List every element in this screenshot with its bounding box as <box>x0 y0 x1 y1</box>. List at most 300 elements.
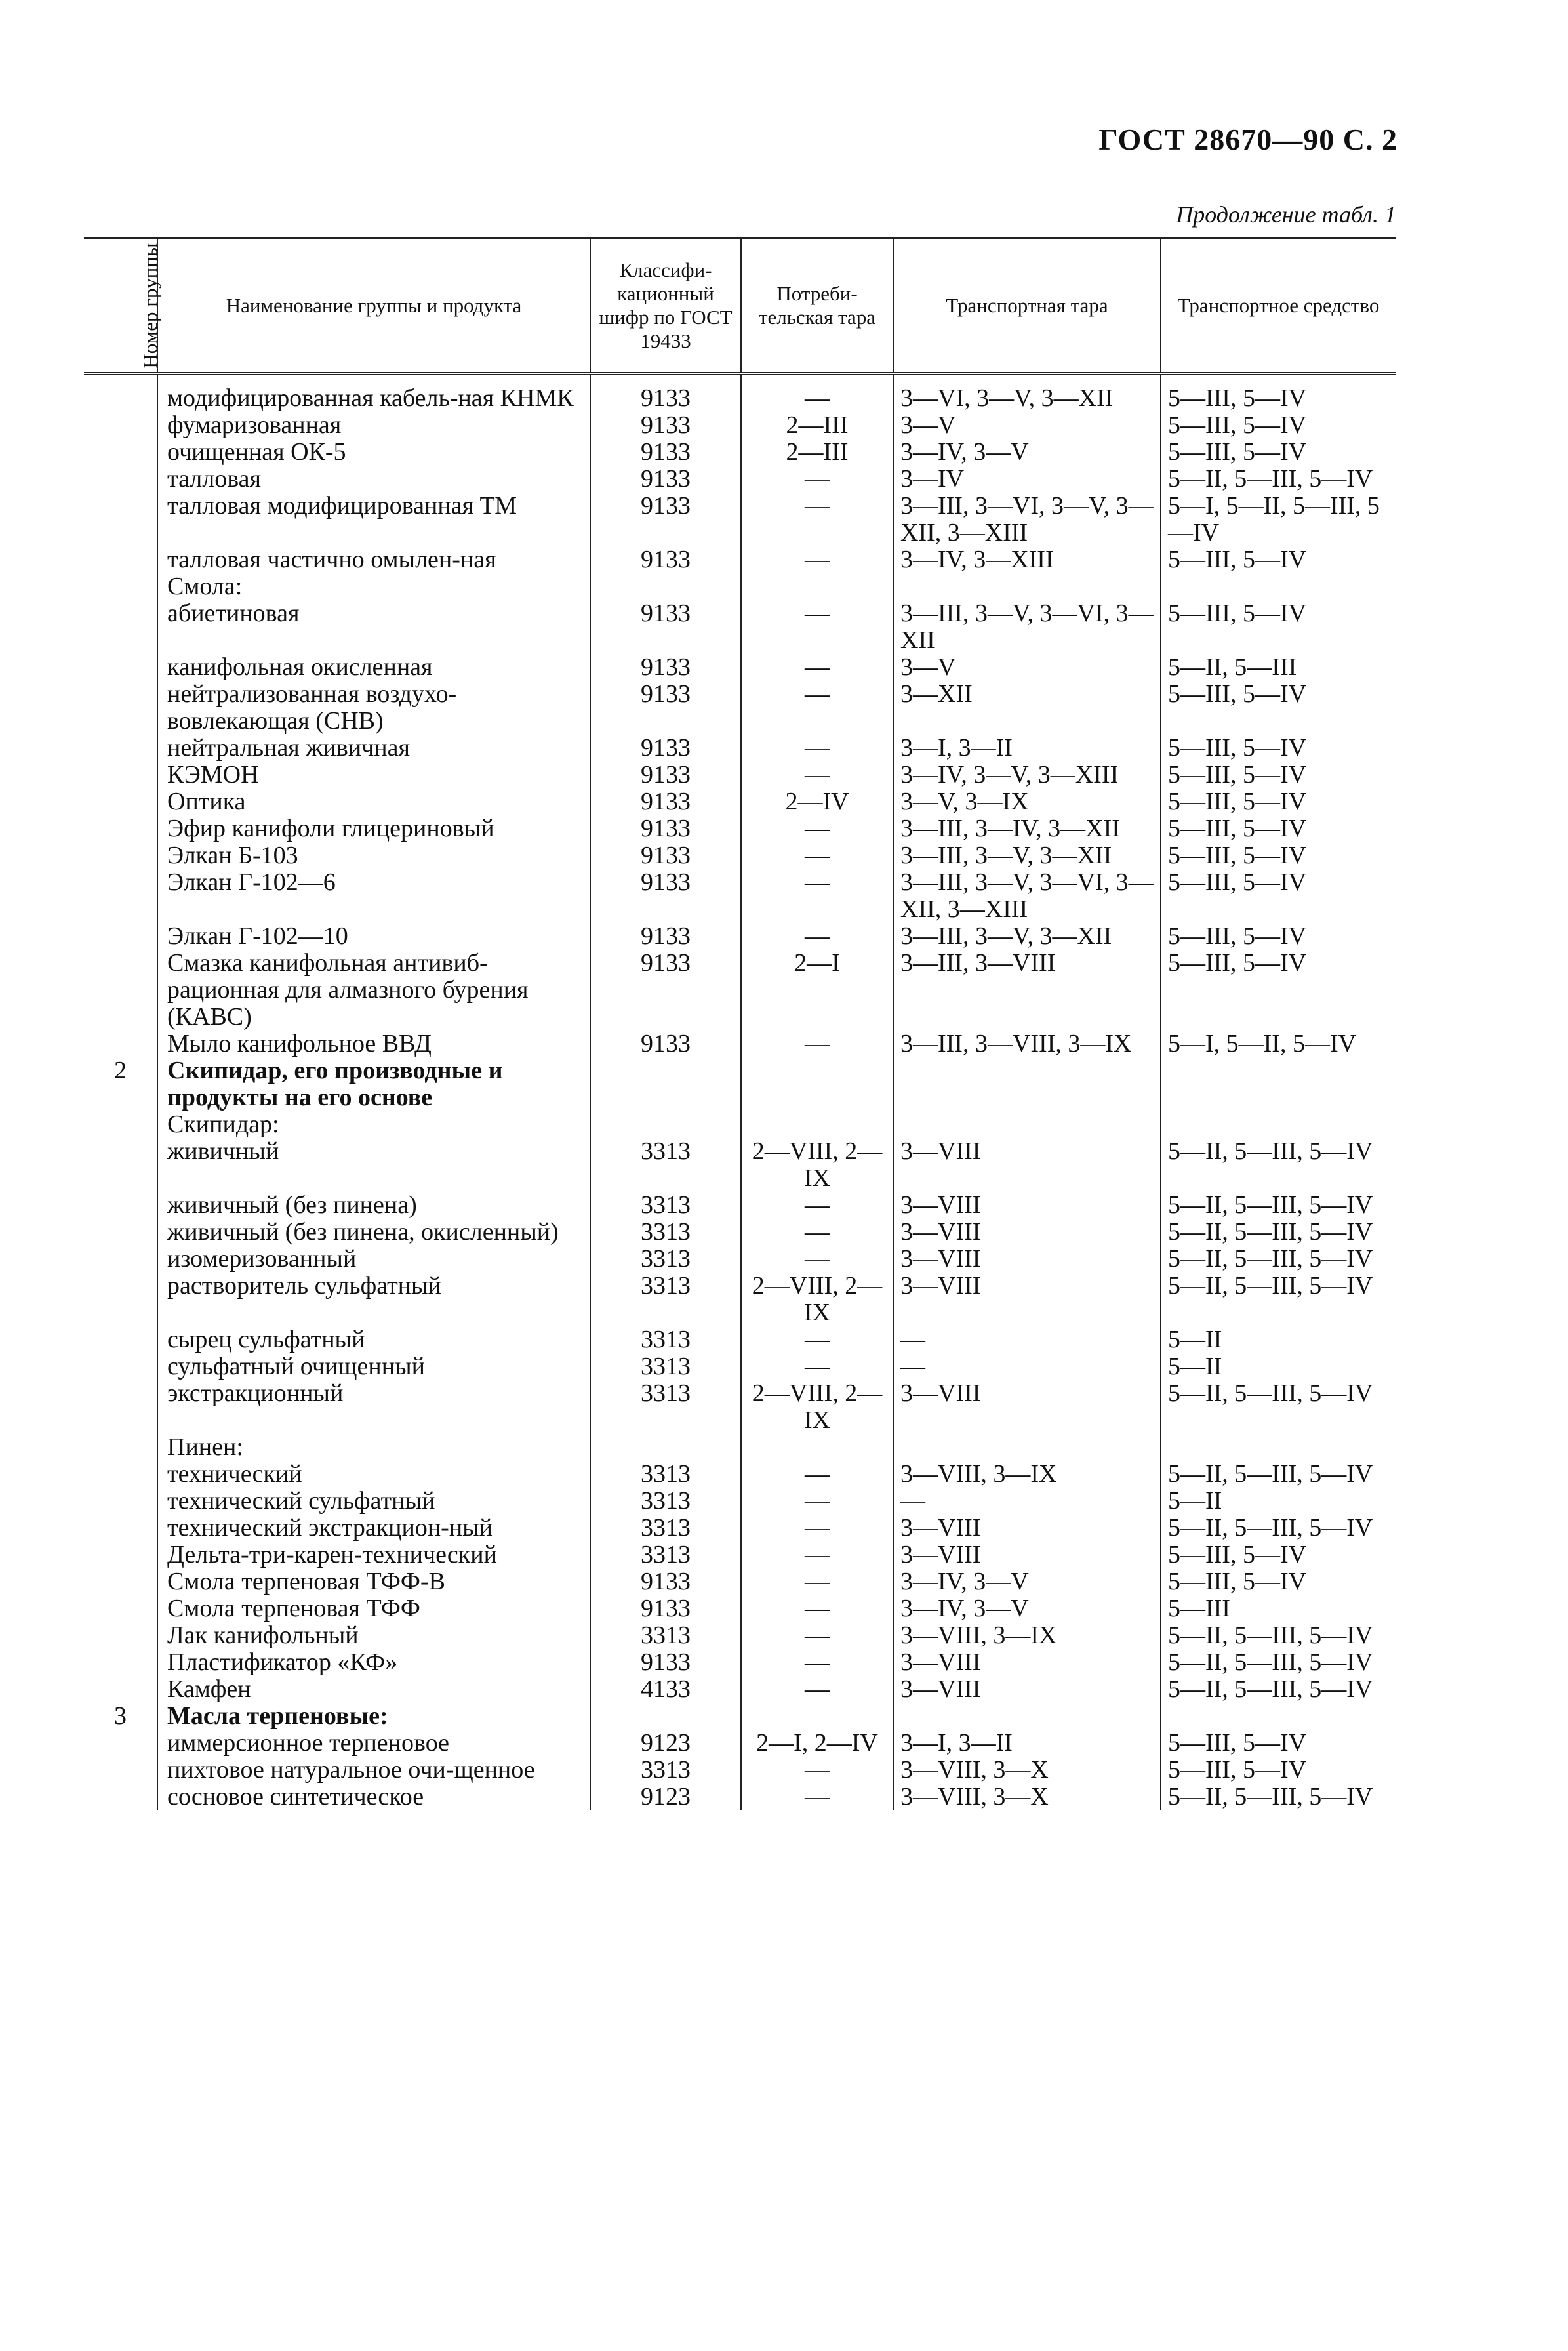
classification-code-cell: 9123 <box>590 1784 741 1810</box>
classification-code-cell <box>590 1111 741 1138</box>
classification-code-cell: 9133 <box>590 815 741 842</box>
consumer-packaging-cell: 2—IV <box>741 788 893 815</box>
classification-code-cell: 9133 <box>590 1595 741 1622</box>
classification-code-cell: 9133 <box>590 546 741 573</box>
table-row <box>84 1488 1396 1515</box>
table-row <box>84 681 1396 735</box>
transport-vehicle-cell: 5—II, 5—III, 5—IV <box>1161 1649 1396 1676</box>
classification-code-cell: 9133 <box>590 412 741 439</box>
group-number-cell <box>84 654 157 681</box>
table-row <box>84 1434 1396 1461</box>
classification-code-cell: 9133 <box>590 788 741 815</box>
table-row <box>84 373 1396 412</box>
consumer-packaging-cell: — <box>741 1757 893 1784</box>
transport-packaging-cell <box>893 1434 1161 1461</box>
classification-code-cell: 9133 <box>590 735 741 762</box>
product-name-cell: Оптика <box>157 788 590 815</box>
group-number-cell <box>84 1273 157 1326</box>
product-name-cell: сосновое синтетическое <box>157 1784 590 1810</box>
consumer-packaging-cell: — <box>741 1192 893 1219</box>
transport-packaging-cell <box>893 1111 1161 1138</box>
table-row <box>84 493 1396 546</box>
transport-packaging-cell: 3—VIII <box>893 1192 1161 1219</box>
consumer-packaging-cell: 2—VIII, 2—IX <box>741 1380 893 1434</box>
table-row <box>84 1353 1396 1380</box>
group-number-cell <box>84 788 157 815</box>
classification-code-cell: 3313 <box>590 1353 741 1380</box>
table-row <box>84 1595 1396 1622</box>
transport-packaging-cell: — <box>893 1353 1161 1380</box>
transport-packaging-cell: 3—VIII <box>893 1219 1161 1246</box>
table-row <box>84 439 1396 466</box>
consumer-packaging-cell: — <box>741 493 893 546</box>
product-name-cell: талловая модифицированная ТМ <box>157 493 590 546</box>
product-name-cell: Смола терпеновая ТФФ <box>157 1595 590 1622</box>
product-name-cell: Элкан Г-102—10 <box>157 923 590 950</box>
consumer-packaging-cell: — <box>741 923 893 950</box>
group-number-cell <box>84 1622 157 1649</box>
transport-table <box>84 237 1396 1810</box>
classification-code-cell: 3313 <box>590 1622 741 1649</box>
product-name-cell: абиетиновая <box>157 600 590 654</box>
transport-vehicle-cell: 5—III, 5—IV <box>1161 1568 1396 1595</box>
group-number-cell <box>84 1730 157 1757</box>
transport-packaging-cell: 3—VIII <box>893 1515 1161 1542</box>
consumer-packaging-cell: — <box>741 1515 893 1542</box>
transport-packaging-cell: 3—IV, 3—V, 3—XIII <box>893 762 1161 788</box>
group-number-cell <box>84 546 157 573</box>
transport-vehicle-cell: 5—III, 5—IV <box>1161 842 1396 869</box>
classification-code-cell: 9133 <box>590 373 741 412</box>
table-row <box>84 1568 1396 1595</box>
transport-vehicle-cell: 5—II, 5—III, 5—IV <box>1161 1380 1396 1434</box>
group-number-cell <box>84 1784 157 1810</box>
transport-packaging-cell: 3—III, 3—V, 3—XII <box>893 923 1161 950</box>
consumer-packaging-cell: — <box>741 842 893 869</box>
classification-code-cell: 3313 <box>590 1380 741 1434</box>
table-row <box>84 1192 1396 1219</box>
transport-vehicle-cell: 5—III, 5—IV <box>1161 412 1396 439</box>
table-row <box>84 1703 1396 1730</box>
table-row <box>84 735 1396 762</box>
transport-packaging-cell: 3—III, 3—IV, 3—XII <box>893 815 1161 842</box>
classification-code-cell: 3313 <box>590 1219 741 1246</box>
group-number-cell: 3 <box>114 1702 127 1730</box>
transport-packaging-cell: 3—III, 3—V, 3—VI, 3—XII, 3—XIII <box>893 869 1161 923</box>
transport-vehicle-cell: 5—III, 5—IV <box>1161 869 1396 923</box>
classification-code-cell: 9133 <box>590 762 741 788</box>
group-number-cell <box>84 735 157 762</box>
classification-code-cell: 9133 <box>590 600 741 654</box>
transport-packaging-cell: 3—VIII <box>893 1676 1161 1703</box>
classification-code-cell: 9133 <box>590 1649 741 1676</box>
consumer-packaging-cell: — <box>741 1568 893 1595</box>
classification-code-cell: 9133 <box>590 466 741 493</box>
product-name-cell: Дельта-три-карен-технический <box>157 1542 590 1568</box>
transport-vehicle-cell <box>1161 1703 1396 1730</box>
group-number-cell <box>84 1031 157 1057</box>
transport-vehicle-cell: 5—III, 5—IV <box>1161 373 1396 412</box>
transport-vehicle-cell <box>1161 573 1396 600</box>
consumer-packaging-cell: — <box>741 466 893 493</box>
transport-packaging-cell: 3—IV <box>893 466 1161 493</box>
product-name-cell: Эфир канифоли глицериновый <box>157 815 590 842</box>
transport-vehicle-cell <box>1161 1111 1396 1138</box>
group-number-cell <box>84 815 157 842</box>
product-name-cell: живичный (без пинена, окисленный) <box>157 1219 590 1246</box>
group-number-cell <box>84 1326 157 1353</box>
transport-packaging-cell <box>893 1057 1161 1111</box>
group-number-cell <box>84 373 157 412</box>
product-name-cell: нейтральная живичная <box>157 735 590 762</box>
consumer-packaging-cell: — <box>741 1622 893 1649</box>
consumer-packaging-cell: — <box>741 1219 893 1246</box>
product-name-cell: Смазка канифольная антивиб-рационная для алмазного бурения (КАВС) <box>157 950 590 1031</box>
consumer-packaging-cell <box>741 1434 893 1461</box>
table-row <box>84 1461 1396 1488</box>
transport-packaging-cell: 3—VIII <box>893 1246 1161 1273</box>
consumer-packaging-cell: — <box>741 373 893 412</box>
transport-packaging-cell: 3—VIII, 3—IX <box>893 1461 1161 1488</box>
transport-vehicle-cell: 5—II, 5—III, 5—IV <box>1161 1192 1396 1219</box>
classification-code-cell: 3313 <box>590 1461 741 1488</box>
consumer-packaging-cell <box>741 1703 893 1730</box>
transport-packaging-cell: 3—V, 3—IX <box>893 788 1161 815</box>
group-number-cell <box>84 412 157 439</box>
product-name-cell: модифицированная кабель-ная КНМК <box>157 373 590 412</box>
group-number-cell <box>84 1568 157 1595</box>
transport-vehicle-cell: 5—II, 5—III, 5—IV <box>1161 1219 1396 1246</box>
group-number-cell <box>84 950 157 1031</box>
classification-code-cell: 9133 <box>590 842 741 869</box>
classification-code-cell: 9133 <box>590 439 741 466</box>
product-name-cell: талловая <box>157 466 590 493</box>
transport-packaging-cell: 3—I, 3—II <box>893 735 1161 762</box>
consumer-packaging-cell: — <box>741 1246 893 1273</box>
group-number-cell <box>84 1488 157 1515</box>
group-number-cell <box>84 1246 157 1273</box>
product-name-cell: Элкан Б-103 <box>157 842 590 869</box>
product-name-cell: Смола терпеновая ТФФ-В <box>157 1568 590 1595</box>
table-row <box>84 1676 1396 1703</box>
consumer-packaging-cell: 2—I, 2—IV <box>741 1730 893 1757</box>
group-number-cell <box>84 1111 157 1138</box>
consumer-packaging-cell: — <box>741 1326 893 1353</box>
transport-vehicle-cell: 5—II, 5—III, 5—IV <box>1161 1246 1396 1273</box>
product-name-cell: Мыло канифольное ВВД <box>157 1031 590 1057</box>
transport-packaging-cell: — <box>893 1488 1161 1515</box>
group-number-cell <box>84 1138 157 1192</box>
classification-code-cell <box>590 1057 741 1111</box>
classification-code-cell: 3313 <box>590 1138 741 1192</box>
product-name-cell: Камфен <box>157 1676 590 1703</box>
document-header: ГОСТ 28670—90 С. 2 <box>1098 123 1397 156</box>
product-name-cell: Скипидар: <box>157 1111 590 1138</box>
group-number-cell <box>84 1192 157 1219</box>
transport-packaging-cell: 3—VIII <box>893 1273 1161 1326</box>
table-row <box>84 1380 1396 1434</box>
transport-packaging-cell: 3—VIII <box>893 1649 1161 1676</box>
table-row <box>84 600 1396 654</box>
consumer-packaging-cell: — <box>741 546 893 573</box>
product-name-cell: нейтрализованная воздухо-вовлекающая (СНВ) <box>157 681 590 735</box>
table-row <box>84 1057 1396 1111</box>
consumer-packaging-cell: — <box>741 1031 893 1057</box>
product-name-cell: Элкан Г-102—6 <box>157 869 590 923</box>
consumer-packaging-cell: — <box>741 1595 893 1622</box>
group-number-cell <box>84 573 157 600</box>
transport-vehicle-cell: 5—II, 5—III, 5—IV <box>1161 1676 1396 1703</box>
transport-packaging-cell: — <box>893 1326 1161 1353</box>
column-header-code: Классифи-кационный шифр по ГОСТ 19433 <box>590 238 741 373</box>
column-header-consumer-packaging: Потреби-тельская тара <box>741 238 893 373</box>
consumer-packaging-cell: — <box>741 1784 893 1810</box>
group-number-cell <box>84 1219 157 1246</box>
consumer-packaging-cell: — <box>741 1676 893 1703</box>
transport-packaging-cell <box>893 573 1161 600</box>
consumer-packaging-cell: — <box>741 735 893 762</box>
transport-packaging-cell: 3—III, 3—VIII <box>893 950 1161 1031</box>
table-row <box>84 1542 1396 1568</box>
product-name-cell: Скипидар, его производные и продукты на его основе <box>157 1057 590 1111</box>
column-header-vehicle: Транспортное средство <box>1161 238 1396 373</box>
classification-code-cell <box>590 573 741 600</box>
transport-packaging-cell: 3—VIII, 3—IX <box>893 1622 1161 1649</box>
transport-packaging-cell: 3—IV, 3—V <box>893 1568 1161 1595</box>
consumer-packaging-cell: 2—III <box>741 412 893 439</box>
consumer-packaging-cell: — <box>741 762 893 788</box>
classification-code-cell: 3313 <box>590 1542 741 1568</box>
group-number-cell <box>84 1461 157 1488</box>
column-header-group-number: Номер группы <box>84 238 157 373</box>
group-number-cell <box>84 1757 157 1784</box>
product-name-cell: Смола: <box>157 573 590 600</box>
table-row <box>84 762 1396 788</box>
classification-code-cell: 3313 <box>590 1326 741 1353</box>
transport-vehicle-cell: 5—III, 5—IV <box>1161 546 1396 573</box>
table-row <box>84 869 1396 923</box>
table-row <box>84 1784 1396 1810</box>
transport-vehicle-cell <box>1161 1434 1396 1461</box>
transport-vehicle-cell: 5—II <box>1161 1488 1396 1515</box>
group-number-cell <box>84 493 157 546</box>
consumer-packaging-cell: — <box>741 600 893 654</box>
transport-packaging-cell: 3—VIII <box>893 1380 1161 1434</box>
table-row <box>84 466 1396 493</box>
product-name-cell: технический <box>157 1461 590 1488</box>
group-number-cell <box>84 1595 157 1622</box>
product-name-cell: талловая частично омылен-ная <box>157 546 590 573</box>
transport-vehicle-cell: 5—III, 5—IV <box>1161 681 1396 735</box>
transport-vehicle-cell: 5—III, 5—IV <box>1161 923 1396 950</box>
group-number-cell <box>84 1353 157 1380</box>
table-row <box>84 1622 1396 1649</box>
transport-vehicle-cell: 5—III, 5—IV <box>1161 815 1396 842</box>
transport-packaging-cell: 3—III, 3—V, 3—VI, 3—XII <box>893 600 1161 654</box>
group-number-cell <box>84 869 157 923</box>
classification-code-cell: 3313 <box>590 1757 741 1784</box>
table-row <box>84 1649 1396 1676</box>
product-name-cell: иммерсионное терпеновое <box>157 1730 590 1757</box>
transport-vehicle-cell: 5—III, 5—IV <box>1161 600 1396 654</box>
product-name-cell: растворитель сульфатный <box>157 1273 590 1326</box>
transport-packaging-cell: 3—III, 3—VIII, 3—IX <box>893 1031 1161 1057</box>
product-name-cell: Пластификатор «КФ» <box>157 1649 590 1676</box>
transport-vehicle-cell: 5—II, 5—III, 5—IV <box>1161 1461 1396 1488</box>
table-row <box>84 950 1396 1031</box>
product-name-cell: очищенная ОК-5 <box>157 439 590 466</box>
product-name-cell: экстракционный <box>157 1380 590 1434</box>
transport-vehicle-cell: 5—II, 5—III <box>1161 654 1396 681</box>
table-row <box>84 1138 1396 1192</box>
consumer-packaging-cell: — <box>741 1461 893 1488</box>
transport-packaging-cell: 3—I, 3—II <box>893 1730 1161 1757</box>
transport-vehicle-cell: 5—III, 5—IV <box>1161 1542 1396 1568</box>
transport-packaging-cell: 3—V <box>893 412 1161 439</box>
transport-vehicle-cell: 5—II, 5—III, 5—IV <box>1161 1784 1396 1810</box>
transport-vehicle-cell: 5—II, 5—III, 5—IV <box>1161 1138 1396 1192</box>
table-header-row <box>84 238 1396 373</box>
table-row <box>84 842 1396 869</box>
consumer-packaging-cell: 2—VIII, 2—IX <box>741 1138 893 1192</box>
classification-code-cell: 9133 <box>590 1568 741 1595</box>
table-row <box>84 1326 1396 1353</box>
table-row <box>84 1031 1396 1057</box>
table-row <box>84 1246 1396 1273</box>
group-number-cell <box>84 681 157 735</box>
group-number-cell: 2 <box>114 1057 127 1084</box>
transport-vehicle-cell: 5—II <box>1161 1326 1396 1353</box>
transport-vehicle-cell: 5—III, 5—IV <box>1161 735 1396 762</box>
column-header-name: Наименование группы и продукта <box>157 238 590 373</box>
transport-vehicle-cell: 5—II <box>1161 1353 1396 1380</box>
classification-code-cell: 4133 <box>590 1676 741 1703</box>
classification-code-cell: 3313 <box>590 1246 741 1273</box>
group-number-cell <box>84 923 157 950</box>
classification-code-cell: 9133 <box>590 923 741 950</box>
classification-code-cell: 3313 <box>590 1488 741 1515</box>
product-name-cell: Пинен: <box>157 1434 590 1461</box>
classification-code-cell <box>590 1703 741 1730</box>
transport-packaging-cell <box>893 1703 1161 1730</box>
table-row <box>84 1757 1396 1784</box>
transport-vehicle-cell: 5—III, 5—IV <box>1161 1730 1396 1757</box>
classification-code-cell: 9133 <box>590 493 741 546</box>
transport-vehicle-cell: 5—III, 5—IV <box>1161 950 1396 1031</box>
group-number-cell <box>84 1380 157 1434</box>
transport-packaging-cell: 3—III, 3—VI, 3—V, 3—XII, 3—XIII <box>893 493 1161 546</box>
table-row <box>84 923 1396 950</box>
classification-code-cell: 3313 <box>590 1192 741 1219</box>
consumer-packaging-cell: — <box>741 869 893 923</box>
transport-packaging-cell: 3—VIII, 3—X <box>893 1784 1161 1810</box>
group-number-cell <box>84 439 157 466</box>
classification-code-cell <box>590 1434 741 1461</box>
product-name-cell: канифольная окисленная <box>157 654 590 681</box>
consumer-packaging-cell <box>741 1057 893 1111</box>
table-row <box>84 1111 1396 1138</box>
table-row <box>84 1219 1396 1246</box>
product-name-cell: сульфатный очищенный <box>157 1353 590 1380</box>
transport-packaging-cell: 3—VI, 3—V, 3—XII <box>893 373 1161 412</box>
transport-vehicle-cell: 5—II, 5—III, 5—IV <box>1161 1622 1396 1649</box>
transport-vehicle-cell: 5—III, 5—IV <box>1161 788 1396 815</box>
product-name-cell: Масла терпеновые: <box>157 1703 590 1730</box>
transport-vehicle-cell: 5—I, 5—II, 5—III, 5—IV <box>1161 493 1396 546</box>
consumer-packaging-cell: 2—VIII, 2—IX <box>741 1273 893 1326</box>
consumer-packaging-cell: — <box>741 815 893 842</box>
classification-code-cell: 9133 <box>590 654 741 681</box>
consumer-packaging-cell: 2—I <box>741 950 893 1031</box>
transport-packaging-cell: 3—XII <box>893 681 1161 735</box>
product-name-cell: фумаризованная <box>157 412 590 439</box>
transport-vehicle-cell: 5—III <box>1161 1595 1396 1622</box>
table-row <box>84 412 1396 439</box>
product-name-cell: живичный (без пинена) <box>157 1192 590 1219</box>
transport-packaging-cell: 3—IV, 3—V <box>893 439 1161 466</box>
consumer-packaging-cell: — <box>741 654 893 681</box>
product-name-cell: Лак канифольный <box>157 1622 590 1649</box>
transport-vehicle-cell: 5—III, 5—IV <box>1161 439 1396 466</box>
transport-vehicle-cell: 5—III, 5—IV <box>1161 762 1396 788</box>
transport-vehicle-cell: 5—II, 5—III, 5—IV <box>1161 466 1396 493</box>
product-name-cell: КЭМОН <box>157 762 590 788</box>
product-name-cell: изомеризованный <box>157 1246 590 1273</box>
classification-code-cell: 9133 <box>590 681 741 735</box>
transport-packaging-cell: 3—V <box>893 654 1161 681</box>
product-name-cell: пихтовое натуральное очи-щенное <box>157 1757 590 1784</box>
table-row <box>84 1515 1396 1542</box>
transport-packaging-cell: 3—IV, 3—V <box>893 1595 1161 1622</box>
transport-vehicle-cell <box>1161 1057 1396 1111</box>
group-number-cell <box>84 842 157 869</box>
consumer-packaging-cell: — <box>741 1649 893 1676</box>
group-number-cell <box>84 762 157 788</box>
group-number-cell <box>84 1542 157 1568</box>
consumer-packaging-cell: — <box>741 1488 893 1515</box>
classification-code-cell: 9123 <box>590 1730 741 1757</box>
transport-vehicle-cell: 5—II, 5—III, 5—IV <box>1161 1273 1396 1326</box>
table-row <box>84 654 1396 681</box>
table-row <box>84 815 1396 842</box>
classification-code-cell: 3313 <box>590 1515 741 1542</box>
transport-vehicle-cell: 5—III, 5—IV <box>1161 1757 1396 1784</box>
group-number-cell <box>84 600 157 654</box>
product-name-cell: сырец сульфатный <box>157 1326 590 1353</box>
transport-packaging-cell: 3—VIII <box>893 1542 1161 1568</box>
product-name-cell: технический экстракцион-ный <box>157 1515 590 1542</box>
consumer-packaging-cell: 2—III <box>741 439 893 466</box>
transport-packaging-cell: 3—IV, 3—XIII <box>893 546 1161 573</box>
table-row <box>84 546 1396 573</box>
transport-packaging-cell: 3—VIII, 3—X <box>893 1757 1161 1784</box>
group-number-cell <box>84 1434 157 1461</box>
table-row <box>84 788 1396 815</box>
classification-code-cell: 3313 <box>590 1273 741 1326</box>
transport-packaging-cell: 3—VIII <box>893 1138 1161 1192</box>
product-name-cell: живичный <box>157 1138 590 1192</box>
transport-vehicle-cell: 5—II, 5—III, 5—IV <box>1161 1515 1396 1542</box>
classification-code-cell: 9133 <box>590 869 741 923</box>
column-header-transport-packaging: Транспортная тара <box>893 238 1161 373</box>
consumer-packaging-cell <box>741 1111 893 1138</box>
group-number-cell <box>84 1649 157 1676</box>
transport-packaging-cell: 3—III, 3—V, 3—XII <box>893 842 1161 869</box>
table-row <box>84 1273 1396 1326</box>
group-number-cell <box>84 1515 157 1542</box>
consumer-packaging-cell <box>741 573 893 600</box>
consumer-packaging-cell: — <box>741 1353 893 1380</box>
